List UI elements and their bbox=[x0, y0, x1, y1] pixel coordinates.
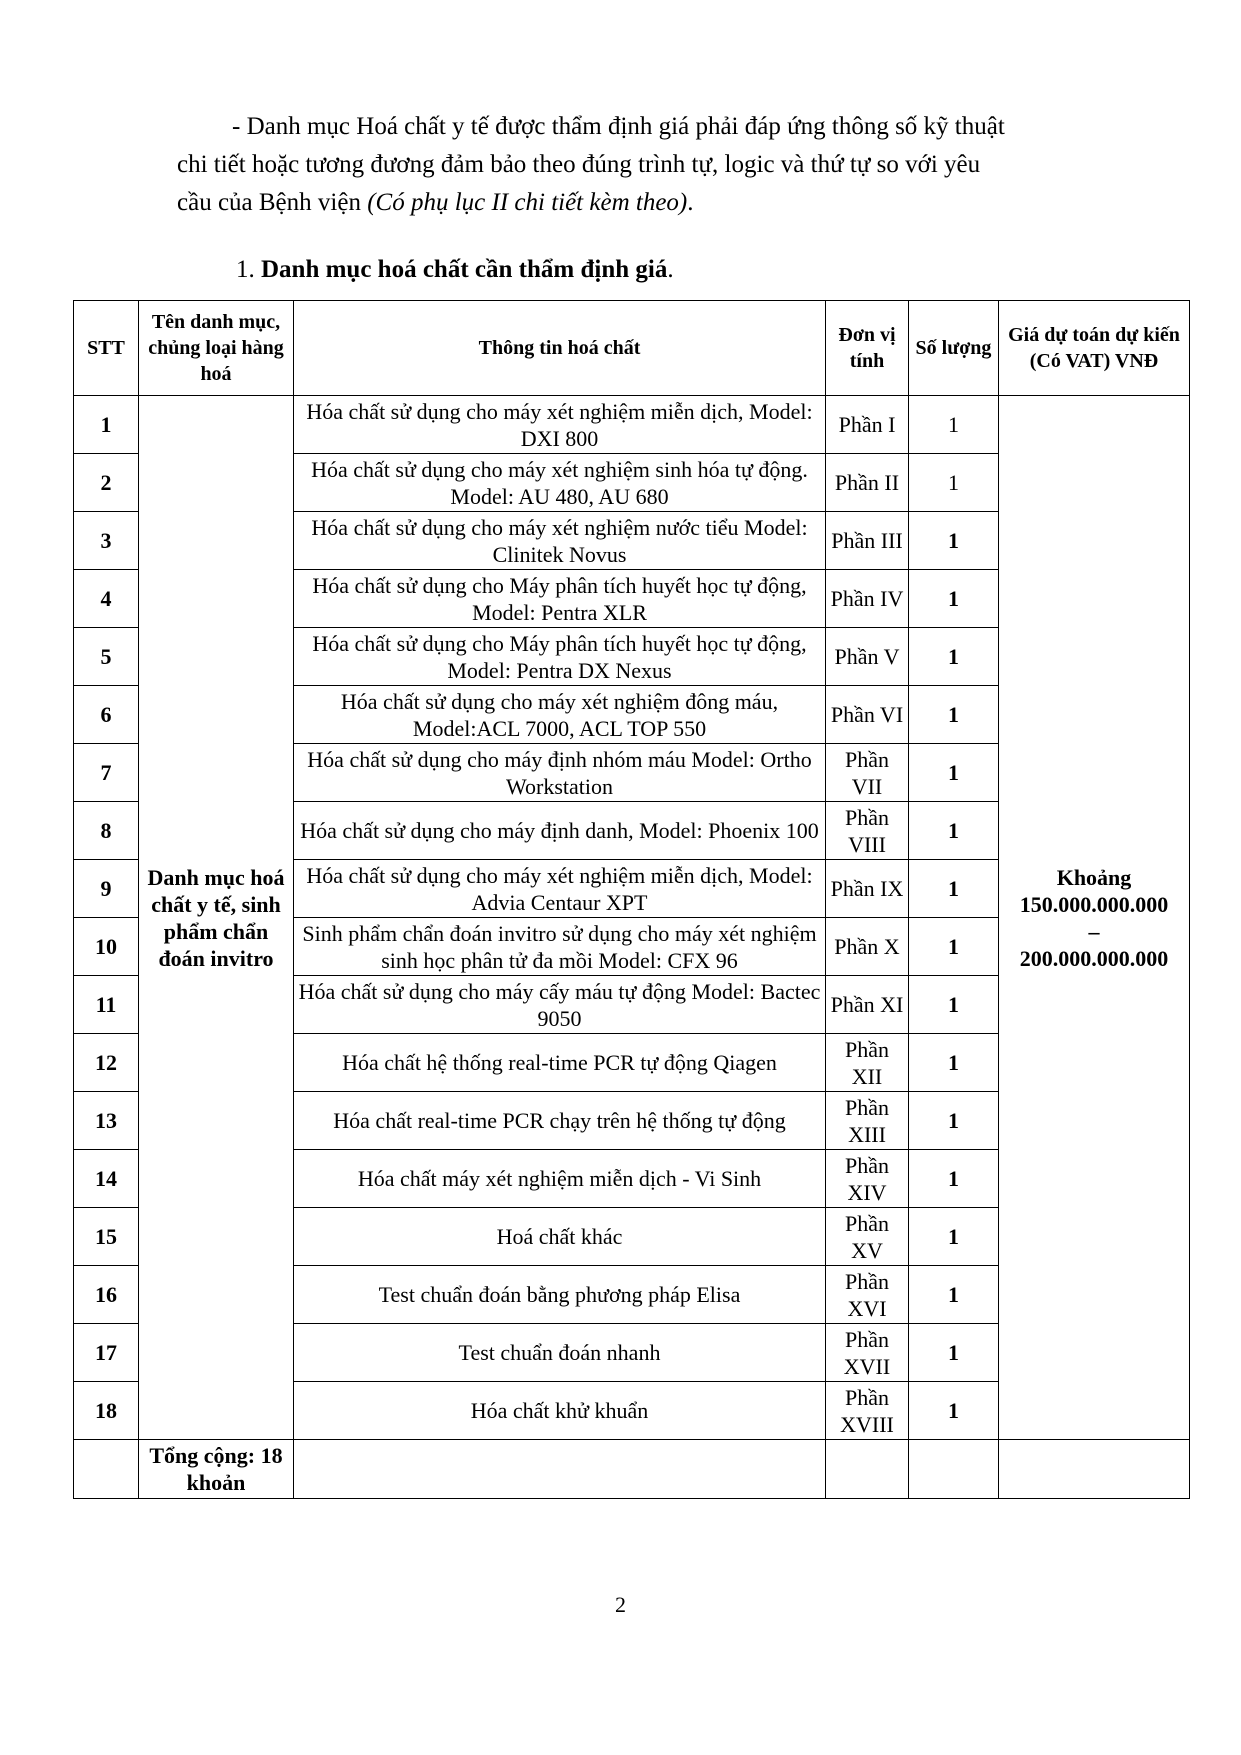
row-qty: 1 bbox=[909, 918, 999, 976]
total-empty-cell bbox=[74, 1440, 139, 1499]
row-stt: 11 bbox=[74, 976, 139, 1034]
row-stt: 9 bbox=[74, 860, 139, 918]
row-info: Hóa chất sử dụng cho máy xét nghiệm đông máu, Model:ACL 7000, ACL TOP 550 bbox=[294, 686, 826, 744]
price-line4: 200.000.000.000 bbox=[1019, 945, 1169, 971]
row-unit: Phần VI bbox=[826, 686, 909, 744]
row-qty: 1 bbox=[909, 860, 999, 918]
row-qty: 1 bbox=[909, 1150, 999, 1208]
row-stt: 13 bbox=[74, 1092, 139, 1150]
row-unit: Phần III bbox=[826, 512, 909, 570]
header-unit: Đơn vị tính bbox=[826, 301, 909, 396]
row-qty: 1 bbox=[909, 1324, 999, 1382]
intro-line-3: cầu của Bệnh viện (Có phụ lục II chi tiết kèm theo). bbox=[177, 189, 694, 216]
row-qty: 1 bbox=[909, 802, 999, 860]
appendix-note: (Có phụ lục II chi tiết kèm theo) bbox=[367, 189, 688, 216]
row-info: Sinh phẩm chẩn đoán invitro sử dụng cho máy xét nghiệm sinh học phân tử đa mồi Model: CFX 96 bbox=[294, 918, 826, 976]
row-qty: 1 bbox=[909, 1092, 999, 1150]
row-unit: Phần X bbox=[826, 918, 909, 976]
row-info: Hóa chất sử dụng cho máy định danh, Model: Phoenix 100 bbox=[294, 802, 826, 860]
header-stt: STT bbox=[74, 301, 139, 396]
total-empty-cell bbox=[294, 1440, 826, 1499]
price-line3: – bbox=[1088, 918, 1100, 944]
header-info: Thông tin hoá chất bbox=[294, 301, 826, 396]
category-cell: Danh mục hoá chất y tế, sinh phẩm chẩn đoán invitro bbox=[139, 396, 294, 1440]
row-unit: Phần II bbox=[826, 454, 909, 512]
row-info: Hoá chất khác bbox=[294, 1208, 826, 1266]
row-stt: 10 bbox=[74, 918, 139, 976]
row-unit: Phần VII bbox=[826, 744, 909, 802]
total-empty-cell bbox=[999, 1440, 1190, 1499]
row-qty: 1 bbox=[909, 744, 999, 802]
row-info: Hóa chất sử dụng cho máy xét nghiệm sinh hóa tự động. Model: AU 480, AU 680 bbox=[294, 454, 826, 512]
row-info: Hóa chất sử dụng cho máy xét nghiệm nước tiểu Model: Clinitek Novus bbox=[294, 512, 826, 570]
row-stt: 18 bbox=[74, 1382, 139, 1440]
row-info: Hóa chất hệ thống real-time PCR tự động Qiagen bbox=[294, 1034, 826, 1092]
total-row bbox=[74, 1440, 1190, 1499]
row-stt: 15 bbox=[74, 1208, 139, 1266]
intro-line-1: - Danh mục Hoá chất y tế được thẩm định giá phải đáp ứng thông số kỹ thuật bbox=[232, 113, 1005, 140]
row-unit: Phần XIII bbox=[826, 1092, 909, 1150]
header-price: Giá dự toán dự kiến (Có VAT) VNĐ bbox=[999, 301, 1190, 396]
row-stt: 1 bbox=[74, 396, 139, 454]
total-label: Tổng cộng: 18 khoản bbox=[139, 1440, 294, 1499]
row-stt: 17 bbox=[74, 1324, 139, 1382]
row-qty: 1 bbox=[909, 628, 999, 686]
row-stt: 5 bbox=[74, 628, 139, 686]
page-number: 2 bbox=[615, 1592, 626, 1617]
row-unit: Phần IX bbox=[826, 860, 909, 918]
total-empty-cell bbox=[909, 1440, 999, 1499]
row-info: Hóa chất sử dụng cho máy cấy máu tự động Model: Bactec 9050 bbox=[294, 976, 826, 1034]
table-row bbox=[74, 396, 1190, 454]
row-info: Hóa chất khử khuẩn bbox=[294, 1382, 826, 1440]
row-stt: 2 bbox=[74, 454, 139, 512]
row-info: Hóa chất sử dụng cho máy định nhóm máu Model: Ortho Workstation bbox=[294, 744, 826, 802]
row-stt: 4 bbox=[74, 570, 139, 628]
row-stt: 6 bbox=[74, 686, 139, 744]
chemicals-table bbox=[73, 300, 1190, 1499]
row-qty: 1 bbox=[909, 1382, 999, 1440]
row-unit: Phần I bbox=[826, 396, 909, 454]
row-unit: Phần IV bbox=[826, 570, 909, 628]
row-qty: 1 bbox=[909, 686, 999, 744]
row-unit: Phần VIII bbox=[826, 802, 909, 860]
section-heading: 1. Danh mục hoá chất cần thẩm định giá. bbox=[236, 256, 674, 283]
row-info: Hóa chất sử dụng cho Máy phân tích huyết học tự động, Model: Pentra DX Nexus bbox=[294, 628, 826, 686]
row-unit: Phần XI bbox=[826, 976, 909, 1034]
row-qty: 1 bbox=[909, 570, 999, 628]
row-qty: 1 bbox=[909, 454, 999, 512]
price-cell bbox=[999, 396, 1190, 1440]
row-unit: Phần XVII bbox=[826, 1324, 909, 1382]
row-stt: 12 bbox=[74, 1034, 139, 1092]
row-info: Hóa chất máy xét nghiệm miễn dịch - Vi Sinh bbox=[294, 1150, 826, 1208]
total-empty-cell bbox=[826, 1440, 909, 1499]
header-qty: Số lượng bbox=[909, 301, 999, 396]
row-qty: 1 bbox=[909, 976, 999, 1034]
row-stt: 16 bbox=[74, 1266, 139, 1324]
intro-line-2: chi tiết hoặc tương đương đảm bảo theo đúng trình tự, logic và thứ tự so với yêu bbox=[177, 151, 981, 178]
row-qty: 1 bbox=[909, 1208, 999, 1266]
row-unit: Phần XVI bbox=[826, 1266, 909, 1324]
row-info: Test chuẩn đoán nhanh bbox=[294, 1324, 826, 1382]
row-stt: 8 bbox=[74, 802, 139, 860]
row-info: Test chuẩn đoán bằng phương pháp Elisa bbox=[294, 1266, 826, 1324]
row-unit: Phần XV bbox=[826, 1208, 909, 1266]
row-unit: Phần XII bbox=[826, 1034, 909, 1092]
row-unit: Phần XIV bbox=[826, 1150, 909, 1208]
row-qty: 1 bbox=[909, 1266, 999, 1324]
row-unit: Phần V bbox=[826, 628, 909, 686]
row-qty: 1 bbox=[909, 1034, 999, 1092]
row-qty: 1 bbox=[909, 396, 999, 454]
row-stt: 7 bbox=[74, 744, 139, 802]
header-category: Tên danh mục, chủng loại hàng hoá bbox=[139, 301, 294, 396]
price-line2: 150.000.000.000 bbox=[1019, 891, 1169, 917]
row-stt: 3 bbox=[74, 512, 139, 570]
row-unit: Phần XVIII bbox=[826, 1382, 909, 1440]
row-info: Hóa chất sử dụng cho máy xét nghiệm miễn dịch, Model: Advia Centaur XPT bbox=[294, 860, 826, 918]
row-info: Hóa chất sử dụng cho máy xét nghiệm miễn dịch, Model: DXI 800 bbox=[294, 396, 826, 454]
row-qty: 1 bbox=[909, 512, 999, 570]
table-header-row bbox=[74, 301, 1190, 396]
price-line1: Khoảng bbox=[1056, 864, 1132, 890]
row-info: Hóa chất sử dụng cho Máy phân tích huyết học tự động, Model: Pentra XLR bbox=[294, 570, 826, 628]
row-info: Hóa chất real-time PCR chạy trên hệ thống tự động bbox=[294, 1092, 826, 1150]
row-stt: 14 bbox=[74, 1150, 139, 1208]
